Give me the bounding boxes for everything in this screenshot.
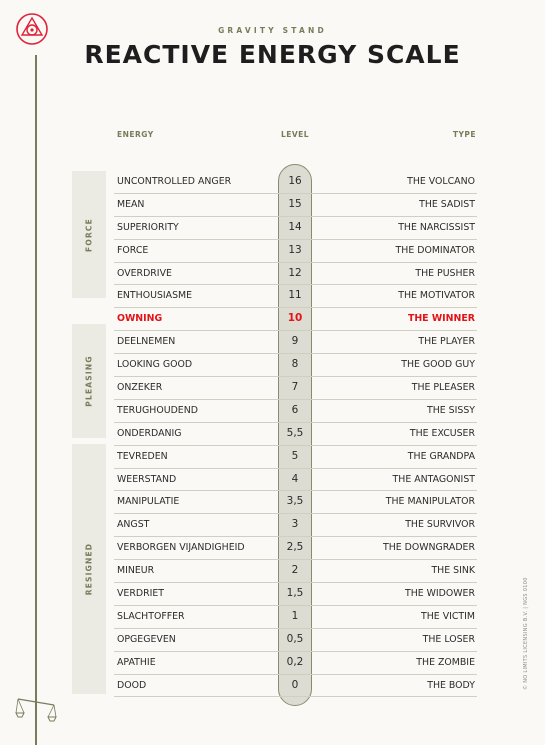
type-cell: THE SISSY [426, 404, 475, 416]
level-cell: 15 [288, 197, 302, 210]
energy-cell: FORCE [117, 244, 149, 256]
energy-cell: OWNING [117, 313, 163, 325]
type-cell: THE WINNER [407, 313, 475, 325]
energy-cell: SLACHTOFFER [117, 610, 185, 622]
column-header-level: LEVEL [280, 130, 310, 139]
type-cell: THE GRANDPA [407, 450, 475, 462]
page-title: REACTIVE ENERGY SCALE [84, 40, 461, 69]
table-row [114, 354, 477, 377]
level-cell: 5 [291, 449, 299, 462]
energy-table [114, 171, 477, 697]
energy-cell: OVERDRIVE [117, 267, 172, 279]
energy-cell: UNCONTROLLED ANGER [117, 176, 232, 187]
table-row [114, 514, 477, 537]
type-cell: THE SURVIVOR [405, 519, 475, 531]
group-band-force [72, 171, 106, 298]
level-cell: 9 [291, 335, 299, 348]
copyright-notice: © NO LIMITS LICENSING B.V. | NGS 0100 [523, 577, 529, 690]
group-label-force: FORCE [84, 217, 94, 252]
level-cell: 5,5 [286, 426, 304, 439]
type-cell: THE NARCISSIST [398, 221, 475, 233]
table-row [114, 217, 477, 240]
balance-scale-icon [14, 695, 58, 725]
type-cell: THE GOOD GUY [401, 359, 475, 371]
table-row [114, 240, 477, 263]
energy-cell: DOOD [117, 679, 147, 691]
energy-cell: WEERSTAND [117, 473, 177, 485]
level-cell: 14 [288, 220, 302, 233]
type-cell: THE VOLCANO [407, 176, 475, 187]
energy-cell: LOOKING GOOD [117, 359, 193, 371]
table-row [114, 171, 477, 194]
group-band-pleasing [72, 324, 106, 438]
table-row [114, 629, 477, 652]
energy-cell: MANIPULATIE [117, 496, 180, 508]
type-cell: THE BODY [427, 679, 475, 691]
level-cell: 4 [291, 472, 299, 485]
type-cell: THE ZOMBIE [416, 656, 475, 668]
table-row [114, 606, 477, 629]
table-row [114, 675, 477, 698]
table-row [114, 583, 477, 606]
energy-cell: MINEUR [117, 565, 155, 577]
group-label-pleasing: PLEASING [84, 355, 94, 407]
level-cell: 10 [287, 312, 303, 325]
table-row [114, 446, 477, 469]
level-cell: 1 [291, 609, 299, 622]
group-label-resigned: RESIGNED [84, 542, 94, 596]
table-row [114, 194, 477, 217]
energy-cell: TERUGHOUDEND [117, 404, 198, 416]
level-cell: 3,5 [286, 495, 304, 508]
type-cell: THE SADIST [419, 198, 475, 210]
level-cell: 2 [291, 564, 299, 577]
energy-cell: ONDERDANIG [117, 427, 182, 439]
left-rule [35, 55, 37, 745]
type-cell: THE PUSHER [415, 267, 475, 279]
group-band-resigned [72, 444, 106, 694]
level-cell: 13 [288, 243, 302, 256]
table-row [114, 537, 477, 560]
level-cell: 11 [288, 289, 302, 302]
table-row [114, 285, 477, 308]
energy-cell: TEVREDEN [117, 450, 168, 462]
type-cell: THE WIDOWER [404, 588, 475, 600]
energy-cell: ENTHOUSIASME [117, 290, 193, 302]
level-cell: 12 [288, 266, 302, 279]
column-header-type: TYPE [452, 130, 476, 139]
level-cell: 3 [291, 518, 299, 531]
energy-cell: APATHIE [117, 656, 156, 668]
type-cell: THE EXCUSER [409, 427, 475, 439]
level-cell: 1,5 [286, 587, 304, 600]
type-cell: THE PLEASER [411, 382, 475, 394]
level-cell: 8 [291, 358, 299, 371]
type-cell: THE VICTIM [421, 610, 475, 622]
table-row [114, 377, 477, 400]
table-row [114, 263, 477, 286]
type-cell: THE MOTIVATOR [398, 290, 475, 302]
energy-cell: ANGST [117, 519, 150, 531]
energy-cell: DEELNEMEN [117, 336, 176, 348]
table-row [114, 491, 477, 514]
type-cell: THE ANTAGONIST [392, 473, 475, 485]
table-row [114, 560, 477, 583]
level-cell: 16 [288, 175, 302, 187]
energy-cell: MEAN [117, 198, 145, 210]
table-row [114, 469, 477, 492]
type-cell: THE PLAYER [418, 336, 475, 348]
energy-cell: OPGEGEVEN [117, 633, 176, 645]
type-cell: THE LOSER [422, 633, 475, 645]
energy-cell: VERBORGEN VIJANDIGHEID [117, 542, 245, 554]
type-cell: THE DOWNGRADER [382, 542, 475, 554]
level-cell: 0,5 [286, 632, 304, 645]
energy-cell: SUPERIORITY [117, 221, 179, 233]
type-cell: THE MANIPULATOR [385, 496, 475, 508]
energy-cell: ONZEKER [117, 382, 163, 394]
table-row [114, 308, 477, 331]
energy-cell: VERDRIET [117, 588, 164, 600]
level-cell: 0 [291, 678, 299, 691]
table-row [114, 423, 477, 446]
type-cell: THE SINK [431, 565, 475, 577]
page-subtitle: GRAVITY STAND [218, 26, 327, 35]
level-cell: 0,2 [286, 655, 304, 668]
level-cell: 2,5 [286, 541, 304, 554]
table-row [114, 652, 477, 675]
table-row [114, 400, 477, 423]
level-cell: 6 [291, 403, 299, 416]
type-cell: THE DOMINATOR [395, 244, 475, 256]
column-header-energy: ENERGY [117, 130, 154, 139]
level-cell: 7 [291, 381, 299, 394]
table-row [114, 331, 477, 354]
